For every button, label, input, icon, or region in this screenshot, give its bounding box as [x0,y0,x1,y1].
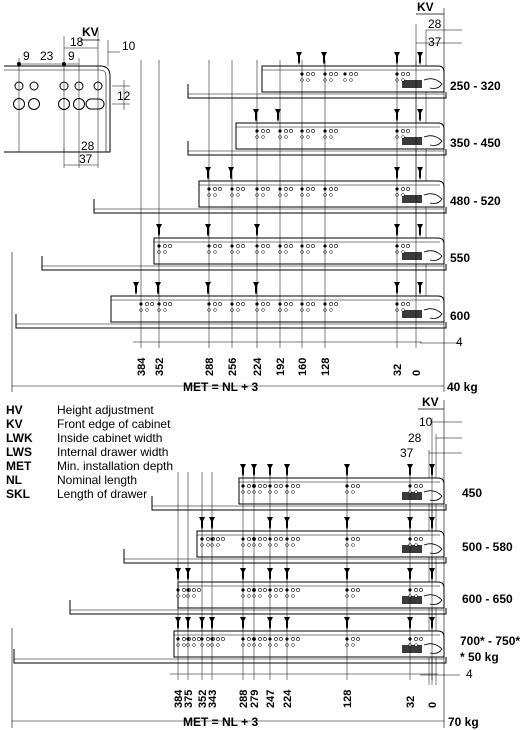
fixing-hole [306,187,309,190]
bottom-dim-28: 28 [408,431,422,445]
fixing-hole [307,136,310,139]
fixing-hole [402,251,405,254]
fixing-hole [330,136,333,139]
fixing-hole [311,129,314,132]
fixing-hole [402,136,405,139]
fixing-hole [414,537,417,540]
fixing-hole [352,544,355,547]
legend-desc-kv: Front edge of cabinet [57,417,171,431]
fixing-hole [401,302,404,305]
fixing-hole [329,302,332,305]
fixing-hole [213,244,216,247]
fixing-hole [247,637,250,640]
bottom-range-450: 450 [462,486,483,500]
runner-5 [16,282,446,328]
locking-device [402,195,422,203]
fixing-hole [193,644,196,647]
fixing-hole [307,194,310,197]
runner-3 [94,167,446,213]
screw-icon [253,109,259,122]
runner-1 [152,464,446,510]
locking-device [402,492,422,500]
fixing-hole [163,244,166,247]
fixing-hole [334,72,337,75]
fixing-hole [259,491,262,494]
fixing-hole [334,302,337,305]
fixing-hole [334,244,337,247]
bottom-range-700-750: 700* - 750* [460,634,521,648]
fixing-hole [356,588,359,591]
hole-position-label: 384 [173,689,185,708]
fixing-hole [329,129,332,132]
legend [6,403,173,501]
fixing-hole [213,187,216,190]
fixing-hole [406,302,409,305]
bottom-met-formula: MET = NL + 3 [183,715,259,729]
fixing-hole [329,244,332,247]
fixing-hole [206,537,209,540]
fixing-hole [261,302,264,305]
hole-position-label: 0 [411,369,423,376]
fixing-hole [292,544,295,547]
fixing-hole [216,637,219,640]
fixing-hole [414,637,417,640]
fixing-hole [266,187,269,190]
top-range-550: 550 [450,251,471,265]
fixing-hole [248,491,251,494]
hole-position-label: 256 [227,357,239,376]
fixing-hole [217,644,220,647]
fixing-hole [183,644,186,647]
fixing-hole [415,595,418,598]
legend-abbr-met: MET [6,459,32,473]
fixing-hole [289,129,292,132]
fixing-hole [206,637,209,640]
detail-dim-12: 12 [117,89,131,103]
runner-3 [70,568,446,614]
fixing-hole [241,302,244,305]
fixing-hole [237,194,240,197]
fixing-hole [263,588,266,591]
fixing-hole [296,637,299,640]
hole-position-label: 279 [249,689,261,708]
legend-desc-lws: Internal drawer width [57,445,169,459]
fixing-hole [262,136,265,139]
top-range-480-520: 480 - 520 [450,194,501,208]
fixing-hole [164,251,167,254]
fixing-hole [274,484,277,487]
fixing-hole [236,244,239,247]
fixing-hole [247,484,250,487]
fixing-hole [197,588,200,591]
fixing-hole [237,309,240,312]
screw-icon [296,52,302,65]
fixing-hole [307,309,310,312]
detail-dim-9a: 9 [23,49,30,63]
locking-device [402,545,422,553]
bottom-note-50kg: * 50 kg [460,650,499,664]
detail-dim-10: 10 [122,39,136,53]
fixing-hole [291,588,294,591]
top-runners [16,52,446,328]
fixing-hole [217,544,220,547]
fixing-hole [279,537,282,540]
fixing-hole [352,491,355,494]
fixing-hole [237,251,240,254]
runner-4 [42,224,446,270]
fixing-hole [334,129,337,132]
fixing-hole [285,194,288,197]
screw-icon [205,282,211,295]
screw-icon [253,282,259,295]
runner-2 [124,517,446,563]
fixing-hole [343,72,346,75]
fixing-hole [307,251,310,254]
fixing-hole [221,637,224,640]
fixing-hole [221,537,224,540]
bottom-dim-10: 10 [419,415,433,429]
screw-icon [417,167,423,180]
fixing-hole [182,637,185,640]
fixing-hole [274,637,277,640]
locking-device [402,310,422,318]
fixing-hole [182,588,185,591]
fixing-hole [207,544,210,547]
fixing-hole [415,491,418,494]
fixing-hole [241,244,244,247]
fixing-hole [296,588,299,591]
fixing-hole [266,244,269,247]
fixing-hole [402,309,405,312]
bottom-dim-37: 37 [400,446,414,460]
fixing-hole [329,187,332,190]
fixing-hole [414,588,417,591]
hole-position-label: 0 [427,701,439,708]
hole-position-label: 343 [207,689,219,708]
hole-position-label: 224 [252,357,264,376]
fixing-hole [292,491,295,494]
top-range-600: 600 [450,309,471,323]
fixing-hole [241,187,244,190]
mounting-hole-detail [4,25,136,168]
fixing-hole [291,537,294,540]
fixing-hole [356,484,359,487]
detail-kv-label: KV [82,25,99,39]
top-capacity: 40 kg [447,380,478,394]
fixing-hole [236,302,239,305]
screw-icon [417,282,423,295]
fixing-hole [218,187,221,190]
legend-desc-hv: Height adjustment [57,403,154,417]
detail-dim-23: 23 [40,49,54,63]
hole-position-label: 247 [265,689,277,708]
fixing-hole [247,537,250,540]
fixing-hole [289,244,292,247]
fixing-hole [261,129,264,132]
locking-device [402,80,422,88]
fixing-hole [306,302,309,305]
fixing-hole [296,537,299,540]
fixing-hole [214,194,217,197]
hole-position-label: 224 [282,689,294,708]
detail-dim-9b: 9 [68,49,75,63]
fixing-hole [356,537,359,540]
screw-icon [417,109,423,122]
fixing-hole [351,537,354,540]
fixing-hole [197,637,200,640]
fixing-hole [150,302,153,305]
legend-abbr-kv: KV [6,417,23,431]
fixing-hole [401,129,404,132]
fixing-hole [415,644,418,647]
fixing-hole [168,302,171,305]
fixing-hole [306,129,309,132]
fixing-hole [275,544,278,547]
fixing-hole [214,309,217,312]
top-dim-37: 37 [428,35,442,49]
fixing-hole [248,644,251,647]
fixing-hole [334,187,337,190]
fixing-hole [330,251,333,254]
fixing-hole [330,194,333,197]
fixing-hole [352,595,355,598]
fixing-hole [351,484,354,487]
hole-position-label: 192 [275,357,287,376]
runner-2 [188,109,446,155]
top-range-250-320: 250 - 320 [450,79,501,93]
fixing-hole [419,588,422,591]
legend-desc-lwk: Inside cabinet width [57,431,163,445]
screw-icon [155,282,161,295]
fixing-hole [183,595,186,598]
fixing-hole [406,72,409,75]
fixing-hole [274,537,277,540]
fixing-hole [401,72,404,75]
fixing-hole [311,302,314,305]
fixing-hole [193,595,196,598]
fixing-hole [406,187,409,190]
fixing-hole [419,637,422,640]
top-side-dim-4: 4 [456,335,463,349]
fixing-hole [146,309,149,312]
fixing-hole [168,244,171,247]
fixing-hole [284,302,287,305]
fixing-hole [248,595,251,598]
bottom-range-500-580: 500 - 580 [462,540,513,554]
bottom-capacity: 70 kg [448,715,479,729]
hole-position-label: 288 [204,357,216,376]
fixing-hole [401,244,404,247]
fixing-hole [330,79,333,82]
fixing-hole [248,544,251,547]
fixing-hole [259,595,262,598]
top-kv-label: KV [417,0,434,14]
fixing-hole [306,244,309,247]
fixing-hole [291,484,294,487]
fixing-hole [306,72,309,75]
fixing-hole [292,595,295,598]
fixing-hole [207,644,210,647]
fixing-hole [419,484,422,487]
fixing-hole [266,129,269,132]
screw-icon [417,52,423,65]
legend-abbr-lws: LWS [6,445,32,459]
fixing-hole [236,187,239,190]
fixing-hole [350,79,353,82]
fixing-hole [259,544,262,547]
fixing-hole [414,484,417,487]
legend-desc-met: Min. installation depth [57,459,174,473]
fixing-hole [419,537,422,540]
screw-icon [417,224,423,237]
fixing-hole [263,484,266,487]
legend-abbr-nl: NL [6,473,22,487]
fixing-hole [351,588,354,591]
fixing-hole [285,251,288,254]
screw-icon [321,52,327,65]
bottom-range-600-650: 600 - 650 [462,592,513,606]
fixing-hole [402,79,405,82]
detail-dim-37: 37 [79,152,93,166]
detail-dim-28: 28 [81,139,95,153]
fixing-hole [284,244,287,247]
top-range-350-450: 350 - 450 [450,136,501,150]
bottom-side-dim-4: 4 [466,667,473,681]
top-met-formula: MET = NL + 3 [183,380,259,394]
fixing-hole [192,588,195,591]
fixing-hole [261,244,264,247]
fixing-hole [262,194,265,197]
fixing-hole [311,72,314,75]
fixing-hole [307,79,310,82]
fixing-hole [279,588,282,591]
locking-device [402,252,422,260]
hole-position-label: 352 [154,357,166,376]
fixing-hole [258,537,261,540]
fixing-hole [311,244,314,247]
locking-device [402,596,422,604]
fixing-hole [274,588,277,591]
fixing-hole [292,644,295,647]
fixing-hole [329,72,332,75]
fixing-hole [284,187,287,190]
fixing-hole [406,129,409,132]
fixing-hole [263,637,266,640]
fixing-hole [213,302,216,305]
top-hole-position-lines [133,60,423,376]
screw-icon [205,224,211,237]
hole-position-label: 128 [342,689,354,708]
fixing-hole [354,72,357,75]
screw-icon [133,282,139,295]
fixing-hole [279,484,282,487]
fixing-hole [262,251,265,254]
fixing-hole [275,644,278,647]
fixing-hole [289,187,292,190]
fixing-hole [311,187,314,190]
fixing-hole [163,302,166,305]
fixing-hole [352,644,355,647]
hole-position-label: 352 [197,689,209,708]
fixing-hole [279,637,282,640]
runner-4 [14,617,446,663]
legend-abbr-skl: SKL [6,487,30,501]
hole-position-label: 288 [238,689,250,708]
top-dim-28: 28 [428,17,442,31]
fixing-hole [218,244,221,247]
fixing-hole [262,309,265,312]
fixing-hole [266,302,269,305]
fixing-hole [344,79,347,82]
fixing-hole [218,302,221,305]
fixing-hole [216,537,219,540]
runner-1 [188,52,446,98]
hole-position-label: 160 [297,357,309,376]
fixing-hole [284,129,287,132]
locking-device [402,645,422,653]
fixing-hole [192,637,195,640]
fixing-hole [285,309,288,312]
hole-position-label: 384 [136,357,148,376]
legend-abbr-lwk: LWK [6,431,33,445]
fixing-hole [263,537,266,540]
legend-desc-nl: Nominal length [57,473,138,487]
fixing-hole [285,136,288,139]
legend-desc-skl: Length of drawer [57,487,148,501]
fixing-hole [356,637,359,640]
fixing-hole [406,244,409,247]
hole-position-label: 32 [405,695,417,708]
hole-position-label: 128 [320,357,332,376]
fixing-hole [349,72,352,75]
fixing-hole [351,637,354,640]
fixing-hole [289,302,292,305]
fixing-hole [214,251,217,254]
fixing-hole [296,484,299,487]
fixing-hole [258,637,261,640]
fixing-hole [275,491,278,494]
bottom-kv-label: KV [422,395,439,409]
legend-abbr-hv: HV [6,403,23,417]
hole-position-label: 375 [183,689,195,708]
fixing-hole [402,194,405,197]
fixing-hole [258,484,261,487]
fixing-hole [164,309,167,312]
fixing-hole [145,302,148,305]
hole-position-label: 32 [392,363,404,376]
fixing-hole [258,588,261,591]
fixing-hole [247,588,250,591]
fixing-hole [275,595,278,598]
screw-icon [228,167,234,180]
detail-dim-18: 18 [70,35,84,49]
fixing-hole [291,637,294,640]
locking-device [402,137,422,145]
fixing-hole [401,187,404,190]
fixing-hole [330,309,333,312]
screw-icon [205,167,211,180]
top-runner-section [12,0,501,394]
fixing-hole [415,544,418,547]
fixing-hole [259,644,262,647]
fixing-hole [261,187,264,190]
